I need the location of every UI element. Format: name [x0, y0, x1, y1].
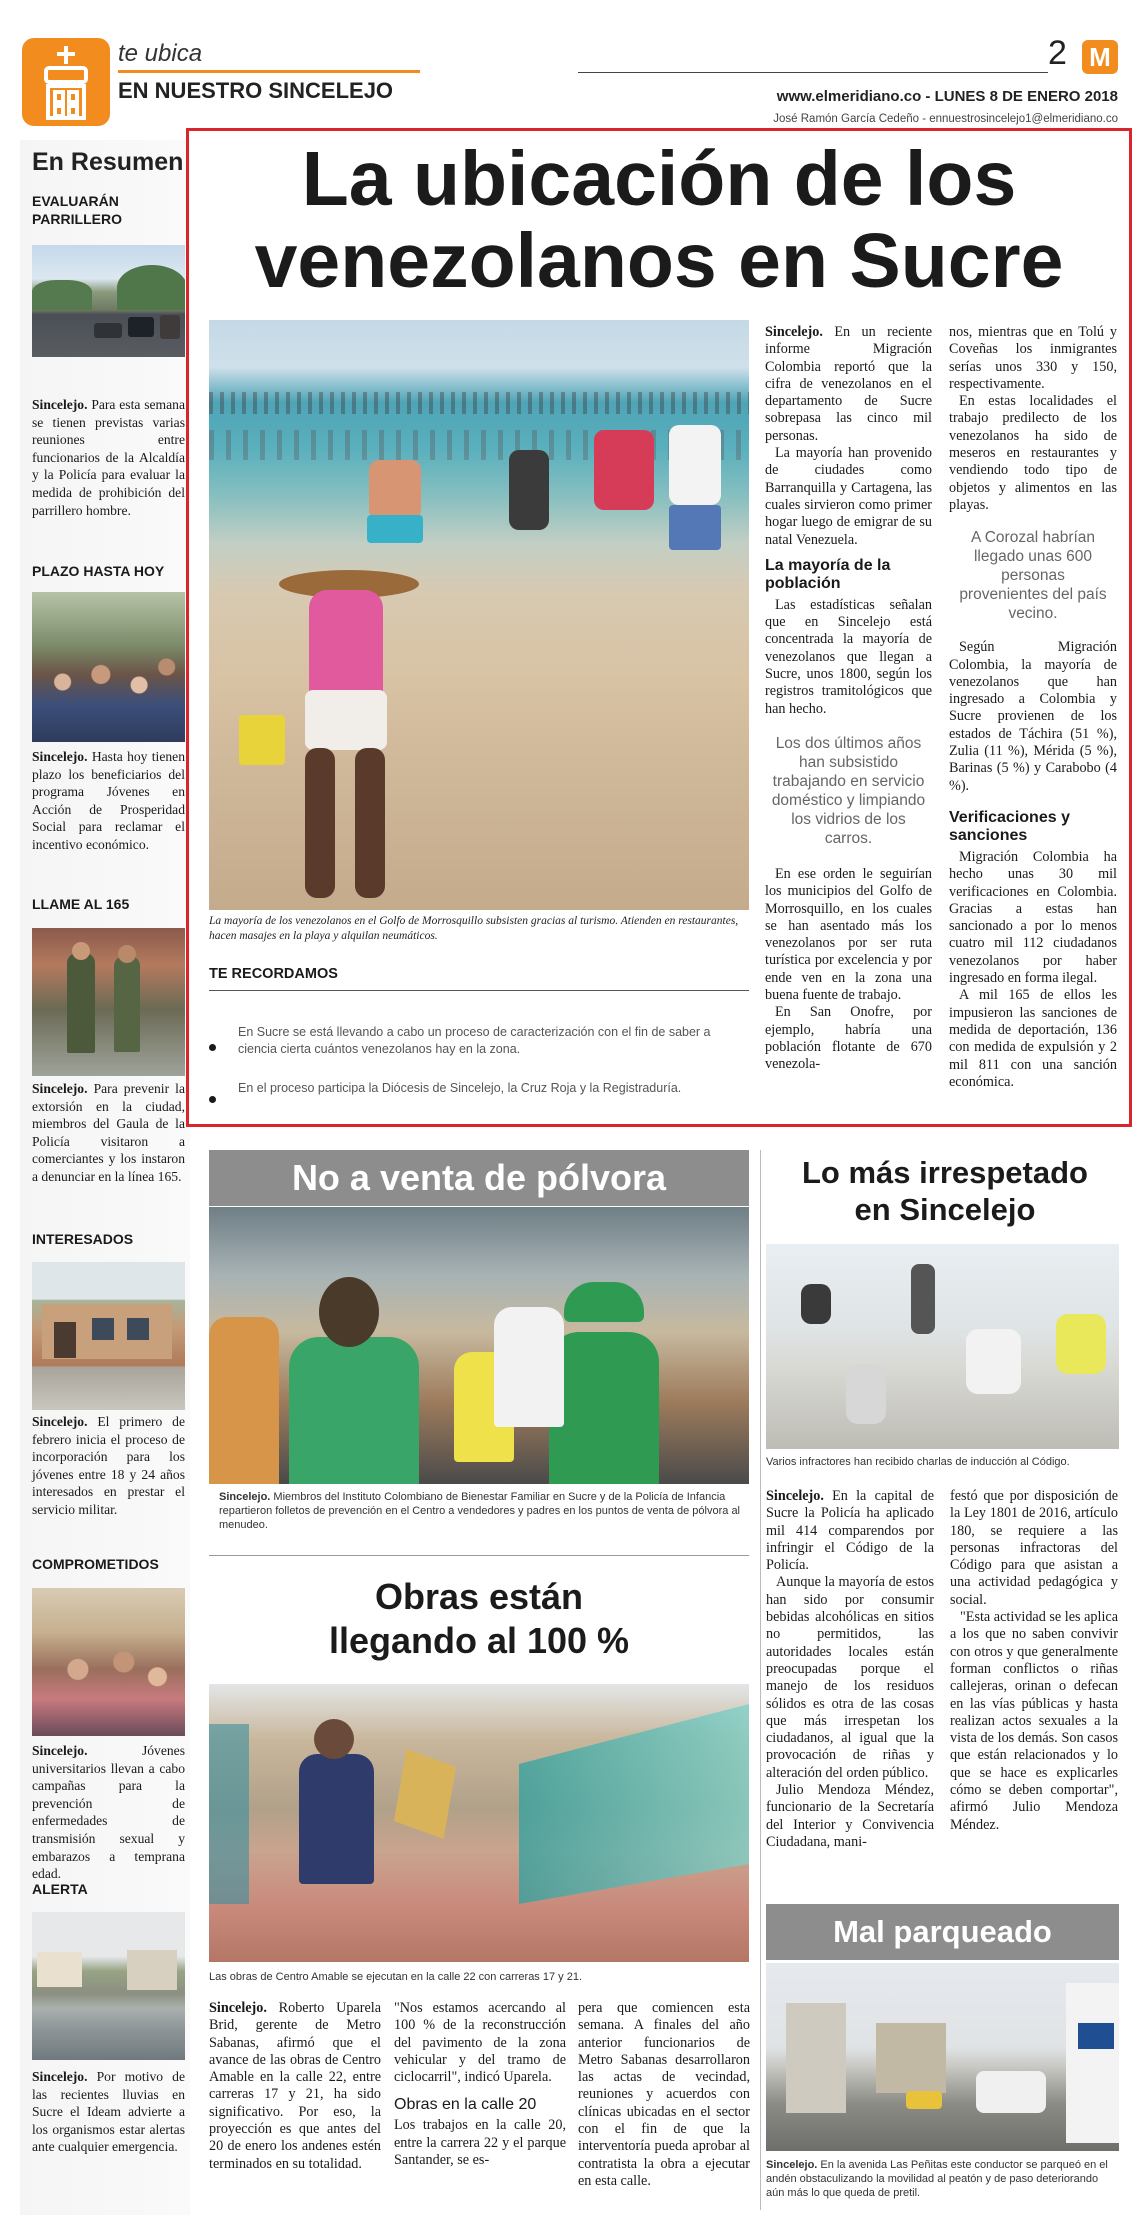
irrespetado-caption: Varios infractores han recibido charlas de inducción al Código. — [766, 1456, 1070, 1468]
obras-col2-text: "Nos estamos acercando al 100 % de la reconstrucción del pavimento de la zona vehicular y del tramo de ciclocarril", indicó Uparela. — [394, 2000, 566, 2086]
parqueado-caption — [766, 2158, 1119, 2200]
sidebar-city-2: Sincelejo. — [32, 749, 88, 764]
polvora-title: No a venta de pólvora — [209, 1150, 749, 1206]
obras-col-2 — [394, 2000, 566, 2169]
sidebar-city-3: Sincelejo. — [32, 1081, 88, 1096]
sidebar-city-6: Sincelejo. — [32, 2069, 88, 2084]
feature-col1-p4: En ese orden le seguirían los municipios del Golfo de Morrosquillo, en los cuales se han asentado más los venezolanos por ser ruta turística por excelencia y por ende ven en la zona una buena fuente de trabajo. — [765, 865, 932, 1004]
feature-col1-subhead: La mayoría de la población — [765, 556, 891, 592]
irrespetado-title-line-1: Lo más irrespetado — [802, 1155, 1088, 1190]
sidebar-text-4 — [32, 1413, 185, 1519]
logo-letter: M — [1089, 42, 1111, 72]
feature-col1-quote: Los dos últimos años han subsistido trabajando en servicio doméstico y limpiando los vidrios de los carros. — [771, 734, 926, 847]
church-icon — [22, 38, 110, 126]
irrespetado-col-1 — [766, 1488, 934, 1851]
sidebar-text-2 — [32, 748, 185, 854]
section-label-bottom: EN NUESTRO SINCELEJO — [118, 78, 394, 103]
irrespetado-col-2 — [950, 1488, 1118, 1834]
obras-city: Sincelejo. — [209, 2000, 267, 2016]
obras-title-line-1: Obras están — [374, 1576, 584, 1617]
sidebar-photo-6 — [32, 1912, 185, 2060]
obras-col1-text: Roberto Uparela Brid, gerente de Metro Sabanas, afirmó que el avance de las obras de Centro Amable en la calle 22, entre carreras 17 y 21, ha sido significativo. Por eso, la proyección es que antes del 20 de enero los andenes estén terminados en su totalidad. — [209, 2000, 381, 2172]
feature-col1-p1 — [765, 324, 932, 445]
mid-rule — [209, 1555, 749, 1556]
feature-col2-p5: A mil 165 de ellos les impusieron las sanciones de medida de deportación, 136 con medida de expulsión y 2 mil 811 con una sanción económica. — [949, 987, 1117, 1090]
feature-col2-p3: Según Migración Colombia, la mayoría de venezolanos que han ingresado a Colombia y Sucre provienen de los estados de Táchira (51 %), Zulia (11 %), Mérida (5 %), Barinas (5 %) y Carabobo (4 %). — [949, 639, 1117, 794]
recordamos-rule — [209, 990, 749, 991]
header-rule — [578, 72, 1048, 73]
obras-col-3: pera que comiencen esta semana. A finales del año anterior funcionarios de Metro Sabanas desarrollaron las actas de vecindad, reuniones y acuerdos con clínicas ubicadas en el sector con el fin de que la interventoría pueda aprobar al contratista la obra a ejecutar en esta calle. — [578, 2000, 750, 2189]
newspaper-logo — [1082, 40, 1118, 74]
irrespetado-city: Sincelejo. — [766, 1488, 824, 1504]
feature-col2-p1: nos, mientras que en Tolú y Coveñas los inmigrantes serías unos 330 y 150, respectivamente. — [949, 324, 1117, 392]
page-number: 2 — [1048, 34, 1067, 72]
feature-headline — [200, 138, 1118, 302]
sidebar-city-5: Sincelejo. — [32, 1743, 88, 1758]
sidebar-text-3 — [32, 1080, 185, 1186]
irrespetado-title — [770, 1154, 1120, 1228]
sidebar-photo-3 — [32, 928, 185, 1076]
feature-col-1 — [765, 324, 932, 1074]
irrespetado-col1-p2: Aunque la mayoría de estos han sido por consumir bebidas alcohólicas en sitios no permitidos, las autoridades locales están preocupadas porque el manejo de los residuos sólidos es otra de las cosas que más irrespetan los ciudadanos, al igual que la provocación de riñas y alteración del orden público. — [766, 1574, 934, 1781]
obras-title — [209, 1575, 749, 1663]
parqueado-photo — [766, 1963, 1119, 2151]
bullet-dot-2 — [209, 1096, 216, 1103]
irrespetado-photo — [766, 1244, 1119, 1449]
polvora-caption — [219, 1490, 744, 1532]
bullet-dot-1 — [209, 1044, 216, 1051]
sidebar-photo-5 — [32, 1588, 185, 1736]
irrespetado-col1-p3: Julio Mendoza Méndez, funcionario de la Secretaría del Interior y Convivencia Ciudadana, mani- — [766, 1782, 934, 1850]
sidebar-body-3: Para prevenir la extorsión en la ciudad, miembros del Gaula de la Policía visitaron a comerciantes y los instaron a denunciar en la línea 165. — [32, 1081, 185, 1184]
sidebar-body-1: Para esta semana se tienen previstas varias reuniones entre funcionarios de la Alcaldía y la Policía para evaluar la medida de prohibición del parrillero hombre. — [32, 397, 185, 518]
polvora-photo — [209, 1207, 749, 1484]
obras-title-line-2: llegando al 100 % — [328, 1620, 630, 1661]
obras-caption: Las obras de Centro Amable se ejecutan en la calle 22 con carreras 17 y 21. — [209, 1971, 583, 1983]
sidebar-heading-1: EVALUARÁN PARRILLERO — [32, 193, 122, 227]
feature-col1-city: Sincelejo. — [765, 324, 823, 340]
section-label-top: te ubica — [118, 40, 203, 67]
sidebar-city-1: Sincelejo. — [32, 397, 88, 412]
headline-line-1: La ubicación de los — [301, 136, 1017, 222]
sidebar-text-1 — [32, 396, 185, 519]
feature-col1-p5: En San Onofre, por ejemplo, habría una población flotante de 670 venezola- — [765, 1004, 932, 1073]
parqueado-caption-text: En la avenida Las Peñitas este conductor se parqueó en el andén obstaculizando la movilidad al peatón y de paso deteriorando aún más lo que queda de pretil. — [766, 2159, 1108, 2199]
bullet-text-2: En el proceso participa la Diócesis de Sincelejo, la Cruz Roja y la Registraduría. — [238, 1081, 682, 1095]
sidebar-body-6: Por motivo de las recientes lluvias en Sucre el Ideam advierte a los organismos estar alertas ante cualquier emergencia. — [32, 2069, 185, 2155]
feature-col2-quote: A Corozal habrían llegado unas 600 personas provenientes del país vecino. — [959, 529, 1107, 623]
sidebar-heading-3: LLAME AL 165 — [32, 896, 130, 912]
sidebar-body-4: El primero de febrero inicia el proceso de incorporación para los jóvenes entre 18 y 24 años interesados en prestar el servicio militar. — [32, 1414, 185, 1517]
website-date: www.elmeridiano.co - LUNES 8 DE ENERO 2018 — [776, 88, 1118, 105]
irrespetado-col2-p1: festó que por disposición de la Ley 1801 de 2016, artículo 180, se requiere a las personas infractoras del Código para que asistan a una actividad pedagógica y social. — [950, 1488, 1118, 1608]
sidebar-photo-1 — [32, 245, 185, 357]
irrespetado-col1-p1 — [766, 1488, 934, 1574]
obras-col-1 — [209, 2000, 381, 2173]
feature-col2-subhead: Verificaciones y sanciones — [949, 808, 1070, 844]
sidebar-title: En Resumen — [32, 148, 184, 176]
sidebar-heading-2: PLAZO HASTA HOY — [32, 563, 165, 579]
parqueado-city: Sincelejo. — [766, 2159, 818, 2171]
sidebar-text-6 — [32, 2068, 185, 2156]
feature-col1-p2: La mayoría han provenido de ciudades como Barranquilla y Cartagena, las cuales sirvieron como primer hogar luego de emigrar de su natal Venezuela. — [765, 445, 932, 548]
section-logo — [22, 38, 110, 126]
obras-col2-subhead: Obras en la calle 20 — [394, 2096, 537, 2114]
irrespetado-col2-p2: "Esta actividad se les aplica a los que no saben convivir con otros y que generalmente forman conflictos o riñas callejeras, orinan o defecan en las vías públicas y hasta realizan actos sexuales a la vista de los demás. Son casos que están relacionados y lo que se hace es explicarles cómo se deben comportar", afirmó Julio Mendoza Méndez. — [950, 1609, 1118, 1833]
beach-photo — [209, 320, 749, 910]
headline-line-2: venezolanos en Sucre — [254, 218, 1064, 304]
sidebar-text-5 — [32, 1742, 185, 1883]
sidebar-heading-6: ALERTA — [32, 1881, 88, 1897]
beach-photo-caption: La mayoría de los venezolanos en el Golfo de Morrosquillo subsisten gracias al turismo. Atienden en restaurantes, hacen masajes en la playa y alquilan neumáticos. — [209, 915, 739, 942]
obras-col2-text2: Los trabajos en la calle 20, entre la carrera 22 y el parque Santander, se es- — [394, 2117, 566, 2169]
irrespetado-col1-p1-text: En la capital de Sucre la Policía ha aplicado mil 414 comparendos por infringir el Código de la Policía. — [766, 1488, 934, 1574]
obras-photo — [209, 1684, 749, 1962]
section-divider — [118, 70, 420, 73]
column-divider — [760, 1150, 761, 2210]
feature-col1-p3: Las estadísticas señalan que en Sincelejo está concentrada la mayoría de venezolanos que llegan a Sucre, unos 1800, según los registros tramitológicos que han hecho. — [765, 596, 932, 717]
feature-col1-p1-text: En un reciente informe Migración Colombia reportó que la cifra de venezolanos en el departamento de Sucre sobrepasa las cinco mil personas. — [765, 324, 933, 444]
feature-col2-p2: En estas localidades el trabajo predilecto de los venezolanos ha sido de meseros en restaurantes y vendiendo todo tipo de objetos y alimentos en las playas. — [949, 393, 1117, 513]
sidebar-body-5: Jóvenes universitarios llevan a cabo campañas para la prevención de enfermedades de transmisión sexual y embarazos a temprana edad. — [32, 1743, 185, 1882]
parqueado-title: Mal parqueado — [766, 1904, 1119, 1960]
sidebar-heading-5: COMPROMETIDOS — [32, 1556, 159, 1572]
feature-col2-p4: Migración Colombia ha hecho unas 30 mil verificaciones en Colombia. Gracias a estas han sancionado a por lo menos cuatro mil 112 ciudadanos venezolanos por haber ingresado en forma ilegal. — [949, 848, 1117, 987]
byline: José Ramón García Cedeño - ennuestrosincelejo1@elmeridiano.co — [773, 113, 1118, 125]
sidebar-heading-4: INTERESADOS — [32, 1231, 134, 1247]
bullet-text-1: En Sucre se está llevando a cabo un proceso de caracterización con el fin de saber a ciencia cierta cuántos venezolanos hay en la zona. — [238, 1025, 711, 1056]
sidebar-city-4: Sincelejo. — [32, 1414, 88, 1429]
sidebar-body-2: Hasta hoy tienen plazo los beneficiarios del programa Jóvenes en Acción de Prosperidad Social para reclamar el incentivo económico. — [32, 749, 185, 852]
polvora-city: Sincelejo. — [219, 1491, 271, 1503]
sidebar-photo-2 — [32, 592, 185, 742]
feature-col-2 — [949, 324, 1117, 1091]
polvora-caption-text: Miembros del Instituto Colombiano de Bienestar Familiar en Sucre y de la Policía de Infancia repartieron folletos de prevención en el Centro a vendedores y padres en los puntos de venta de pólvora al menudeo. — [219, 1491, 741, 1531]
recordamos-title: TE RECORDAMOS — [209, 966, 338, 982]
sidebar-photo-4 — [32, 1262, 185, 1410]
irrespetado-title-line-2: en Sincelejo — [854, 1192, 1036, 1227]
